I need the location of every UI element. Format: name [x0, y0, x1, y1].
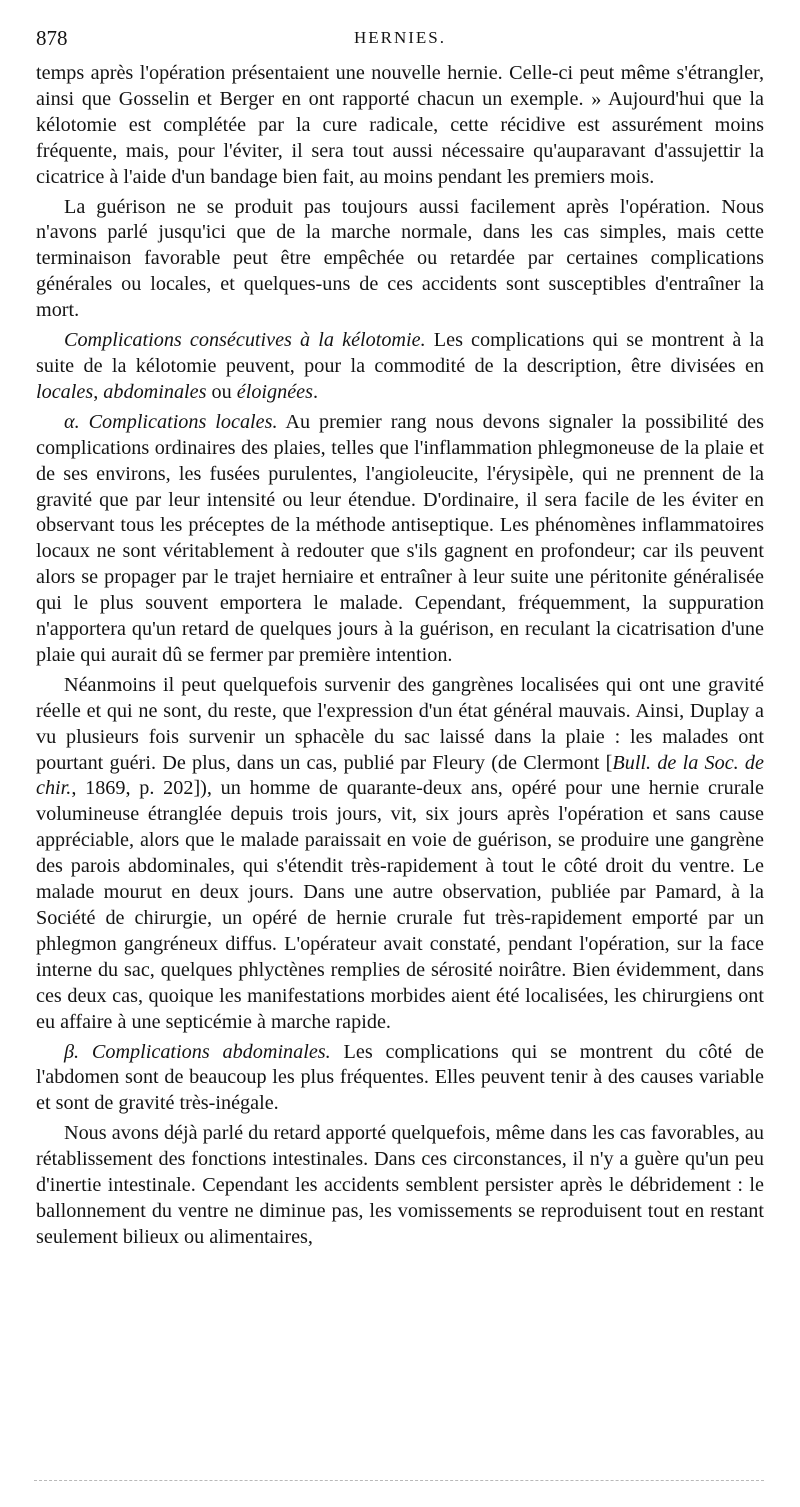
paragraph-5-text-b: , 1869, p. 202]), un homme de quarante-deux ans, opéré pour une hernie crurale volumineuse étranglée depuis trois jours, vit, six jours après l'opération et sans cause appréciable, alors que le malade paraissait en voie de guérison, se produire une gangrène des parois abdominales, qui s'étendit très-rapidement à tout le côté droit du ventre. Le malade mourut en deux jours. Dans une autre observation, publiée par Pamard, à la Société de chirurgie, un opéré de hernie crurale fut très-rapidement emporté par un phlegmon gangréneux diffus. L'opérateur avait constaté, pendant l'opération, sur la face interne du sac, quelques phlyctènes remplies de sérosité noirâtre. Bien évidemment, dans ces deux cas, quoique les manifestations morbides aient été localisées, les chirurgiens ont eu affaire à une septicémie à marche rapide.: [36, 777, 764, 1033]
section-heading-abdominal-complications: β. Complications abdominales.: [64, 1040, 331, 1063]
term-locales: locales: [36, 380, 94, 403]
running-title: HERNIES.: [353, 28, 447, 47]
citation-reference: Bull. de la Soc. de chir.: [36, 751, 764, 800]
paragraph-1: temps après l'opération présentaient une nouvelle hernie. Celle-ci peut même s'étrangler, ainsi que Gosselin et Berger en ont rapporté chacun un exemple. » Aujourd'hui que la kélotomie est complétée par la cure radicale, cette récidive est assurément moins fréquente, mais, pour l'éviter, il sera tout aussi nécessaire qu'auparavant d'assujettir la cicatrice à l'aide d'un bandage bien fait, au moins pendant les premiers mois.: [36, 62, 764, 188]
paragraph-4: [36, 410, 764, 669]
paragraph-6-text: Les complications qui se montrent du côté de l'abdomen sont de beaucoup les plus fréquentes. Elles peuvent tenir à des causes variable et sont de gravité très-inégale.: [36, 1040, 764, 1115]
separator: ,: [93, 380, 104, 403]
section-heading-local-complications: α. Complications locales.: [64, 410, 278, 433]
section-heading-consecutive-complications: Complications consécutives à la kélotomie.: [64, 329, 426, 352]
page-number: 878: [36, 26, 68, 50]
conjunction: ou: [206, 380, 237, 403]
period: .: [313, 380, 319, 403]
paragraph-5-text-a: Néanmoins il peut quelquefois survenir des gangrènes localisées qui ont une gravité réelle et qui ne sont, du reste, que l'expression d'un état général mauvais. Ainsi, Duplay a vu plusieurs fois survenir un sphacèle du sac laissé dans la plaie : les malades ont pourtant guéri. De plus, dans un cas, publié par Fleury (de Clermont [: [36, 673, 764, 774]
paragraph-2: La guérison ne se produit pas toujours aussi facilement après l'opération. Nous n'avons parlé jusqu'ici que de la marche normale, dans les cas simples, mais cette terminaison favorable peut être empêchée ou retardée par certaines complications générales ou locales, et quelques-uns de ces accidents sont susceptibles d'entraîner la mort.: [36, 195, 764, 322]
term-eloignees: éloignées: [236, 380, 313, 403]
paragraph-5: [36, 673, 764, 1036]
term-abdominales: abdominales: [103, 380, 207, 403]
bottom-rule: [34, 1480, 764, 1481]
paragraph-6: [36, 1040, 764, 1118]
body-text: [36, 61, 764, 1255]
paragraph-3-text: Les complications qui se montrent à la suite de la kélotomie peuvent, pour la commodité de la description, être divisées en: [36, 329, 764, 377]
paragraph-4-text: Au premier rang nous devons signaler la possibilité des complications ordinaires des plaies, telles que l'inflammation phlegmoneuse de la plaie et de ses environs, les fusées purulentes, l'angioleucite, l'érysipèle, qui ne prennent de la gravité que par leur intensité ou leur étendue. D'ordinaire, il sera facile de les éviter en observant tous les préceptes de la méthode antiseptique. Les phénomènes inflammatoires locaux ne sont véritablement à redouter que s'ils gagnent en profondeur; car ils peuvent alors se propager par le trajet herniaire et entraîner à leur suite une péritonite généralisée qui le plus souvent emportera le malade. Cependant, fréquemment, la suppuration n'apportera qu'un retard de quelques jours à la guérison, en reculant la cicatrisation d'une plaie qui aurait dû se fermer par première intention.: [36, 410, 764, 666]
page-header: [36, 26, 764, 54]
paragraph-7: Nous avons déjà parlé du retard apporté quelquefois, même dans les cas favorables, au rétablissement des fonctions intestinales. Dans ces circonstances, il n'y a guère qu'un peu d'inertie intestinale. Cependant les accidents semblent persister après le débridement : le ballonnement du ventre ne diminue pas, les vomissements se reproduisent tout en restant seulement bilieux ou alimentaires,: [36, 1122, 764, 1248]
paragraph-3: [36, 328, 764, 406]
